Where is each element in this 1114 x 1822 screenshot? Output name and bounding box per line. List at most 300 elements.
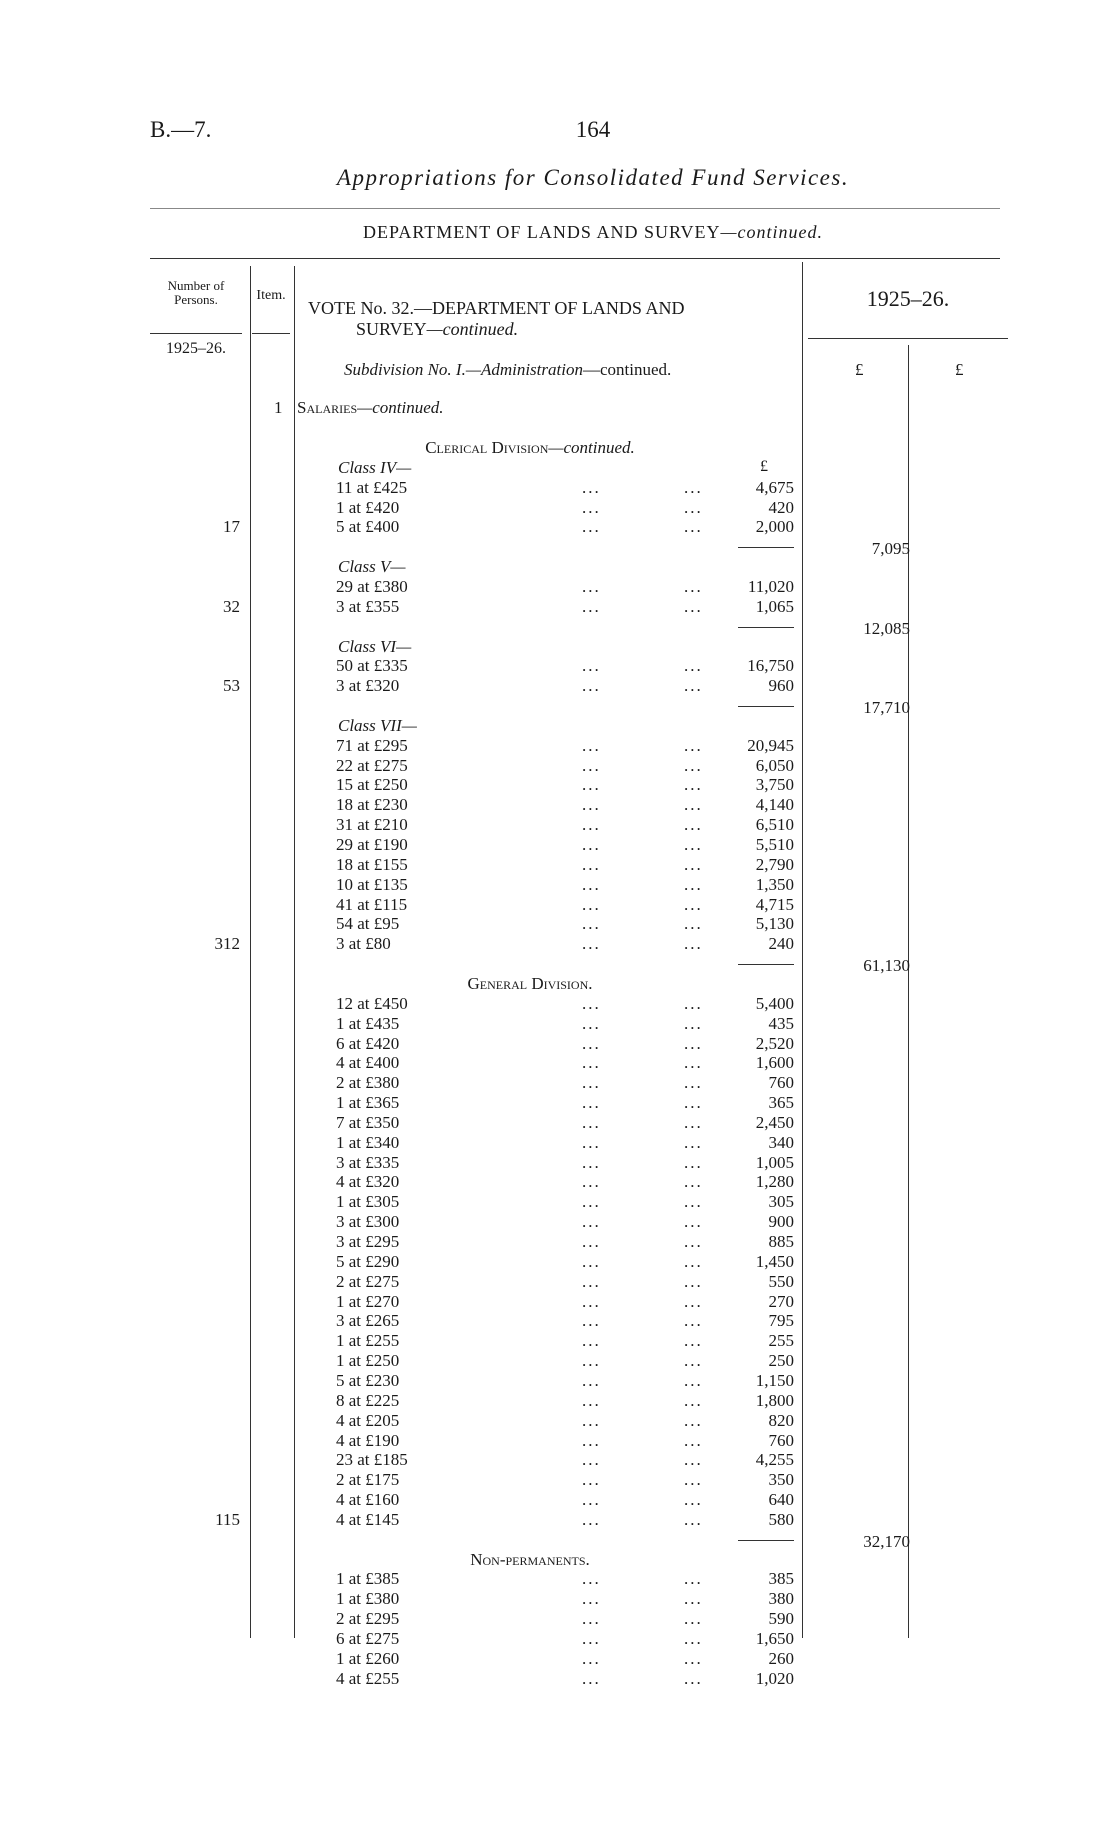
leader-dots: ... [582, 1430, 601, 1450]
rate-text: 6 at £420 [336, 1033, 400, 1053]
leader-dots: ... [582, 1450, 601, 1470]
amount: 795 [768, 1311, 794, 1331]
rate-text: 54 at £95 [336, 914, 400, 934]
rate-text: 41 at £115 [336, 894, 408, 914]
column-header-item: Item. [256, 288, 286, 303]
amount: 960 [768, 676, 794, 696]
amount: 1,800 [755, 1390, 794, 1410]
leader-dots: ... [684, 1569, 703, 1589]
schedule-row [336, 1272, 794, 1292]
vote-title-line1: VOTE No. 32.—DEPARTMENT OF LANDS AND [308, 298, 685, 318]
leader-dots: ... [582, 735, 601, 755]
amount: 4,255 [755, 1450, 794, 1470]
amount: 1,280 [755, 1172, 794, 1192]
class-heading: Class VII— [338, 715, 417, 735]
leader-dots: ... [582, 497, 601, 517]
amount: 305 [768, 1192, 794, 1212]
amount: 2,450 [755, 1112, 794, 1132]
schedule-row [336, 815, 794, 835]
rate-text: 2 at £295 [336, 1609, 400, 1629]
rate-text: 8 at £225 [336, 1390, 400, 1410]
rate-text: 3 at £80 [336, 934, 391, 954]
leader-dots: ... [684, 1450, 703, 1470]
rate-text: 31 at £210 [336, 815, 408, 835]
leader-dots: ... [684, 576, 703, 596]
amount: 4,675 [755, 477, 794, 497]
leader-dots: ... [684, 815, 703, 835]
subdivision-title [344, 360, 671, 380]
leader-dots: ... [582, 1172, 601, 1192]
schedule-row [336, 1053, 794, 1073]
subtotal-amount: 7,095 [871, 539, 910, 559]
leader-dots: ... [582, 1351, 601, 1371]
leader-dots: ... [684, 854, 703, 874]
leader-dots: ... [582, 1053, 601, 1073]
department-name: DEPARTMENT OF LANDS AND SURVEY [362, 222, 721, 242]
leader-dots: ... [684, 1232, 703, 1251]
amount: 1,065 [755, 596, 794, 616]
rate-text: 1 at £365 [336, 1093, 400, 1113]
leader-dots: ... [582, 1490, 601, 1510]
leader-dots: ... [582, 517, 601, 537]
leader-dots: ... [582, 1152, 601, 1172]
item-number: 1 [274, 398, 283, 417]
leader-dots: ... [684, 934, 703, 954]
leader-dots: ... [582, 1370, 601, 1390]
rate-text: 3 at £335 [336, 1152, 400, 1172]
column-header-year-right: 1925–26. [866, 286, 950, 311]
rate-text: 15 at £250 [336, 775, 408, 795]
rate-text: 3 at £320 [336, 676, 400, 696]
schedule-row [336, 1371, 794, 1391]
page-title: Appropriations for Consolidated Fund Services. [336, 165, 850, 190]
amount: 3,750 [755, 775, 794, 795]
schedule-row [336, 1669, 794, 1689]
rate-text: 5 at £230 [336, 1370, 400, 1390]
vote-title [308, 298, 684, 340]
schedule-row [336, 517, 794, 537]
salaries-heading [297, 398, 444, 418]
rate-text: 7 at £350 [336, 1112, 400, 1132]
amount: 435 [768, 1013, 794, 1033]
leader-dots: ... [582, 775, 601, 795]
amount: 260 [768, 1648, 794, 1668]
leader-dots: ... [684, 755, 703, 775]
leader-dots: ... [582, 1509, 601, 1529]
rate-text: 1 at £380 [336, 1589, 400, 1609]
schedule-row [336, 1391, 794, 1411]
leader-dots: ... [582, 1093, 601, 1113]
amount: 820 [768, 1410, 794, 1430]
page-number: 164 [575, 117, 611, 142]
persons-count: 32 [223, 596, 240, 616]
leader-dots: ... [582, 1112, 601, 1132]
amount: 1,005 [755, 1152, 794, 1172]
subtotal-rule-row [336, 1530, 794, 1550]
leader-dots: ... [684, 1351, 703, 1371]
leader-dots: ... [684, 914, 703, 934]
rate-text: 6 at £275 [336, 1629, 400, 1648]
leader-dots: ... [684, 1053, 703, 1073]
subtotal-amount: 61,130 [863, 956, 910, 976]
amount: 20,945 [747, 735, 794, 755]
persons-count: 53 [223, 676, 240, 696]
leader-dots: ... [582, 835, 601, 854]
leader-dots: ... [684, 1589, 703, 1609]
amount: 5,130 [755, 914, 794, 934]
leader-dots: ... [582, 1033, 601, 1053]
amount: 2,000 [755, 517, 794, 537]
amount: 340 [768, 1132, 794, 1152]
schedule-row [336, 1450, 794, 1470]
amount: 380 [768, 1589, 794, 1609]
subtotal-rule [738, 627, 794, 628]
rate-text: 1 at £340 [336, 1132, 400, 1152]
rate-text: 2 at £175 [336, 1470, 400, 1490]
subtotal-rule-row [336, 617, 794, 637]
rate-text: 2 at £380 [336, 1073, 400, 1093]
amount: 760 [768, 1430, 794, 1450]
class-heading: Class VI— [338, 636, 412, 656]
leader-dots: ... [582, 914, 601, 934]
schedule-row [336, 1093, 794, 1113]
leader-dots: ... [582, 1212, 601, 1232]
header-rule [150, 208, 1000, 209]
leader-dots: ... [684, 1370, 703, 1390]
schedule-row [336, 1252, 794, 1272]
amount: 1,020 [755, 1668, 794, 1688]
subdivision-continued: —continued. [582, 360, 672, 379]
leader-dots: ... [684, 477, 703, 497]
leader-dots: ... [582, 676, 601, 696]
leader-dots: ... [684, 894, 703, 914]
leader-dots: ... [684, 1013, 703, 1033]
leader-dots: ... [582, 596, 601, 616]
rate-text: 11 at £425 [336, 477, 408, 497]
leader-dots: ... [684, 1609, 703, 1629]
leader-dots: ... [582, 656, 601, 676]
leader-dots: ... [684, 1668, 703, 1688]
schedule-row [336, 676, 794, 696]
leader-dots: ... [684, 735, 703, 755]
section-heading [330, 1550, 730, 1570]
schedule-row [336, 577, 794, 597]
rate-text: 4 at £320 [336, 1172, 400, 1192]
rate-text: 22 at £275 [336, 755, 408, 775]
leader-dots: ... [684, 1311, 703, 1331]
schedule-row [336, 1411, 794, 1431]
vote-title-line2: SURVEY [356, 319, 427, 339]
leader-dots: ... [582, 1331, 601, 1351]
leader-dots: ... [582, 1073, 601, 1093]
schedule-row [336, 597, 794, 617]
rule-description-year [802, 262, 803, 1638]
leader-dots: ... [582, 1410, 601, 1430]
rate-text: 1 at £420 [336, 497, 400, 517]
leader-dots: ... [684, 993, 703, 1013]
schedule-row [336, 1133, 794, 1153]
subtotal-amount: 17,710 [863, 698, 910, 718]
leader-dots: ... [684, 1509, 703, 1529]
amount-column-pound-sign: £ [760, 458, 768, 475]
schedule-row [336, 1490, 794, 1510]
leader-dots: ... [684, 497, 703, 517]
leader-dots: ... [684, 596, 703, 616]
rate-text: 4 at £160 [336, 1490, 400, 1510]
persons-header-rule [150, 333, 242, 334]
persons-count: 312 [214, 934, 240, 954]
amount: 385 [768, 1569, 794, 1589]
rate-text: 1 at £305 [336, 1192, 400, 1212]
rule-persons-item [250, 266, 251, 1638]
schedule-row [336, 1569, 794, 1589]
leader-dots: ... [684, 1291, 703, 1311]
rate-text: 3 at £265 [336, 1311, 400, 1331]
leader-dots: ... [582, 1390, 601, 1410]
leader-dots: ... [684, 1470, 703, 1490]
leader-dots: ... [582, 795, 601, 815]
leader-dots: ... [684, 1390, 703, 1410]
leader-dots: ... [582, 576, 601, 596]
leader-dots: ... [684, 656, 703, 676]
subtotal-rule [738, 547, 794, 548]
leader-dots: ... [582, 1470, 601, 1490]
rate-text: 1 at £385 [336, 1569, 400, 1589]
schedule-row [336, 1311, 794, 1331]
leader-dots: ... [582, 1629, 601, 1648]
schedule-row [336, 1192, 794, 1212]
amount: 550 [768, 1271, 794, 1291]
rate-text: 4 at £255 [336, 1668, 400, 1688]
leader-dots: ... [684, 795, 703, 815]
rate-text: 18 at £155 [336, 854, 408, 874]
schedule-row [336, 875, 794, 895]
leader-dots: ... [582, 934, 601, 954]
leader-dots: ... [582, 1668, 601, 1688]
rate-text: 1 at £250 [336, 1351, 400, 1371]
amount: 4,715 [755, 894, 794, 914]
schedule-row [336, 1331, 794, 1351]
amount: 2,790 [755, 854, 794, 874]
schedule-row [336, 1649, 794, 1669]
rate-text: 3 at £300 [336, 1212, 400, 1232]
schedule-row [336, 478, 794, 498]
leader-dots: ... [684, 1648, 703, 1668]
leader-dots: ... [582, 1569, 601, 1589]
rate-text: 1 at £260 [336, 1648, 400, 1668]
subtotal-rule [738, 1540, 794, 1541]
persons-count: 17 [223, 517, 240, 537]
leader-dots: ... [684, 1112, 703, 1132]
amount: 11,020 [747, 576, 794, 596]
amount: 1,450 [755, 1251, 794, 1271]
subtotal-rule-row [336, 537, 794, 557]
amount: 640 [768, 1490, 794, 1510]
rate-text: 23 at £185 [336, 1450, 408, 1470]
rate-text: 3 at £295 [336, 1232, 400, 1251]
section-heading [330, 438, 730, 458]
class-heading: Class V— [338, 557, 406, 577]
leader-dots: ... [684, 1629, 703, 1648]
leader-dots: ... [582, 894, 601, 914]
amount: 900 [768, 1212, 794, 1232]
leader-dots: ... [582, 1311, 601, 1331]
schedule-row [336, 994, 794, 1014]
section-heading-continued: —continued. [548, 438, 635, 457]
leader-dots: ... [684, 1073, 703, 1093]
leader-dots: ... [684, 1490, 703, 1510]
schedule-row [336, 756, 794, 776]
amount: 1,650 [755, 1629, 794, 1648]
amount: 1,350 [755, 874, 794, 894]
rate-text: 4 at £145 [336, 1509, 400, 1529]
leader-dots: ... [582, 1648, 601, 1668]
schedule-row [336, 736, 794, 756]
rate-text: 71 at £295 [336, 735, 408, 755]
schedule-row [336, 914, 794, 934]
amount: 6,510 [755, 815, 794, 835]
rate-text: 4 at £400 [336, 1053, 400, 1073]
subtotal-amount: 12,085 [863, 618, 910, 638]
amount: 2,520 [755, 1033, 794, 1053]
leader-dots: ... [684, 517, 703, 537]
leader-dots: ... [582, 1251, 601, 1271]
subtotal-rule [738, 964, 794, 965]
leader-dots: ... [582, 874, 601, 894]
rate-text: 4 at £190 [336, 1430, 400, 1450]
leader-dots: ... [684, 835, 703, 854]
amount: 350 [768, 1470, 794, 1490]
year-header-rule [808, 338, 1008, 339]
leader-dots: ... [582, 854, 601, 874]
pound-column-1-header: £ [855, 360, 864, 379]
salaries-continued: —continued. [357, 398, 444, 417]
pound-column-2-header: £ [955, 360, 964, 379]
leader-dots: ... [684, 1033, 703, 1053]
rate-text: 4 at £205 [336, 1410, 400, 1430]
section-heading-text: Non-permanents. [470, 1549, 590, 1569]
table-top-rule [150, 258, 1000, 259]
amount: 4,140 [755, 795, 794, 815]
salaries-label: Salaries [297, 398, 358, 417]
document-reference: B.—7. [150, 117, 212, 142]
column-header-persons: Number of Persons. [167, 278, 225, 307]
rate-text: 50 at £335 [336, 656, 408, 676]
subtotal-rule-row [336, 954, 794, 974]
class-heading: Class IV— [338, 457, 412, 477]
amount: 1,600 [755, 1053, 794, 1073]
rate-text: 10 at £135 [336, 874, 408, 894]
leader-dots: ... [582, 993, 601, 1013]
leader-dots: ... [684, 1271, 703, 1291]
schedule-row [336, 656, 794, 676]
rate-text: 5 at £290 [336, 1251, 400, 1271]
subtotal-rule [738, 706, 794, 707]
schedule-row [336, 1510, 794, 1530]
amount: 5,400 [755, 993, 794, 1013]
column-header-year-left: 1925–26. [166, 340, 226, 357]
subtotal-amount: 32,170 [863, 1531, 910, 1551]
rate-text: 2 at £275 [336, 1271, 400, 1291]
leader-dots: ... [684, 1093, 703, 1113]
item-header-rule [252, 333, 290, 334]
amount: 270 [768, 1291, 794, 1311]
leader-dots: ... [684, 1172, 703, 1192]
schedule-row [336, 1351, 794, 1371]
department-heading [0, 222, 1114, 243]
amount: 6,050 [755, 755, 794, 775]
amount: 420 [768, 497, 794, 517]
amount: 760 [768, 1073, 794, 1093]
leader-dots: ... [582, 1589, 601, 1609]
department-continued: —continued. [720, 222, 824, 242]
section-heading-text: Clerical Division [425, 438, 549, 457]
schedule-row [336, 1470, 794, 1490]
leader-dots: ... [684, 1152, 703, 1172]
rate-text: 1 at £435 [336, 1013, 400, 1033]
schedule-row [336, 1034, 794, 1054]
amount: 590 [768, 1609, 794, 1629]
leader-dots: ... [582, 1013, 601, 1033]
leader-dots: ... [582, 1609, 601, 1629]
rate-text: 1 at £270 [336, 1291, 400, 1311]
schedule-row [336, 1014, 794, 1034]
leader-dots: ... [684, 1251, 703, 1271]
schedule-row [336, 835, 794, 855]
leader-dots: ... [582, 1132, 601, 1152]
amount: 1,150 [755, 1370, 794, 1390]
leader-dots: ... [684, 874, 703, 894]
amount: 240 [768, 934, 794, 954]
schedule-row [336, 1172, 794, 1192]
schedule-row [336, 934, 794, 954]
leader-dots: ... [684, 1212, 703, 1232]
vote-title-continued: —continued. [426, 319, 519, 339]
schedule-row [336, 1212, 794, 1232]
leader-dots: ... [582, 1271, 601, 1291]
leader-dots: ... [684, 1132, 703, 1152]
schedule-row [336, 1232, 794, 1252]
rate-text: 12 at £450 [336, 993, 408, 1013]
rate-text: 3 at £355 [336, 596, 400, 616]
schedule-row [336, 895, 794, 915]
leader-dots: ... [684, 775, 703, 795]
section-heading-text: General Division. [467, 973, 593, 993]
schedule-row [336, 1153, 794, 1173]
rule-item-description [294, 266, 295, 1638]
section-heading [330, 974, 730, 994]
schedule-row [336, 1073, 794, 1093]
schedule-row [336, 795, 794, 815]
rate-text: 29 at £380 [336, 576, 408, 596]
schedule-row [336, 775, 794, 795]
schedule-row [336, 1629, 794, 1649]
schedule-row [336, 1609, 794, 1629]
schedule-row [336, 1431, 794, 1451]
leader-dots: ... [582, 1192, 601, 1212]
leader-dots: ... [684, 1430, 703, 1450]
amount: 16,750 [747, 656, 794, 676]
leader-dots: ... [684, 676, 703, 696]
leader-dots: ... [684, 1331, 703, 1351]
amount: 250 [768, 1351, 794, 1371]
rate-text: 29 at £190 [336, 835, 408, 854]
amount: 365 [768, 1093, 794, 1113]
leader-dots: ... [582, 755, 601, 775]
leader-dots: ... [582, 1291, 601, 1311]
schedule-row [336, 1292, 794, 1312]
rate-text: 1 at £255 [336, 1331, 400, 1351]
